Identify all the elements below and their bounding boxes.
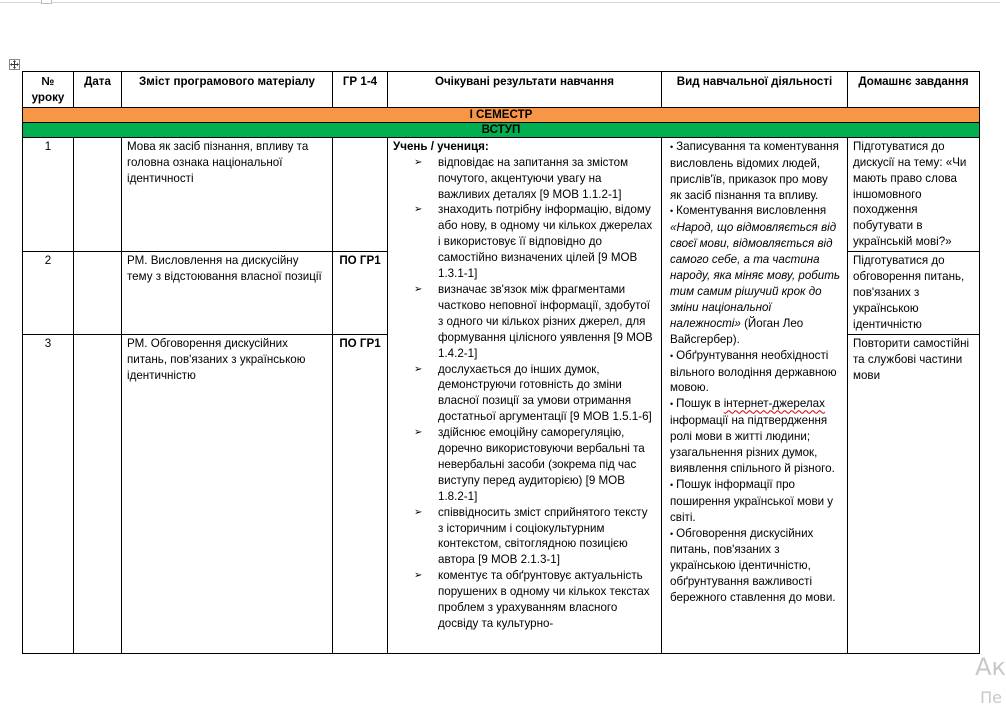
header-homework[interactable]: Домашнє завдання <box>848 72 980 108</box>
expected-results-cell[interactable] <box>388 137 662 653</box>
list-item: ➢ відповідає на запитання за змістом почутого, акцентуючи увагу на важливих деталях [9 МОВ 1.1.2-1] <box>414 155 629 201</box>
weisgerber-quote: «Народ, що відмовляється від своєї мови, відмовляється від самого себе, а та частина народу, яка міняє мову, робить тим самим рішучий крок до зміни національної належності» <box>670 221 841 330</box>
table-row <box>23 137 980 251</box>
arrow-bullet-icon: ➢ <box>414 570 423 582</box>
list-item: • Пошук інформації про поширення української мови у світі. <box>670 477 834 524</box>
section-row <box>23 122 980 137</box>
bullet-icon: • <box>670 350 674 361</box>
table-move-handle-icon[interactable] <box>9 59 20 70</box>
lesson-homework[interactable]: Підготуватися до дискусії на тему: «Чи мають право слова іншомовного походження побутувати в українській мові?» <box>848 137 980 251</box>
bullet-icon: • <box>670 479 674 490</box>
list-item: • Записування та коментування висловлень відомих людей, прислів'їв, приказок про мову як засіб пізнання та впливу. <box>670 139 839 202</box>
lesson-homework[interactable]: Повторити самостійні та службові частини мови <box>848 334 980 653</box>
list-item: ➢ співвідносить зміст сприйнятого тексту з історичним і соціокультурним контекстом, світоглядною позицією автора [9 МОВ 2.1.3-1] <box>414 505 648 567</box>
arrow-bullet-icon: ➢ <box>414 427 423 439</box>
list-item: • Обговорення дискусійних питань, пов'язаних з українською ідентичністю, обґрунтування важливості бережного ставлення до мови. <box>670 526 836 605</box>
bullet-icon: • <box>670 141 674 152</box>
lesson-homework[interactable]: Підготуватися до обговорення питань, пов'язаних з українською ідентичністю <box>848 252 980 335</box>
lesson-content[interactable]: Мова як засіб пізнання, впливу та головна ознака національної ідентичності <box>122 137 333 251</box>
list-item: • Коментування висловлення «Народ, що відмовляється від своєї мови, відмовляється від самого себе, а та частина народу, яка міняє мову, робить тим самим рішучий крок до зміни національної належності» (Йоган Лео Вайсгербер). <box>670 204 841 346</box>
bullet-icon: • <box>670 528 674 539</box>
lesson-number[interactable]: 1 <box>23 137 74 251</box>
list-item: ➢ дослухається до інших думок, демонструючи готовність до зміни власної позиції за умови отримання достатньої аргументації [9 МОВ 1.5.1-6] <box>414 362 652 424</box>
header-lesson-number[interactable]: № уроку <box>23 72 74 108</box>
lesson-group[interactable]: ПО ГР1 <box>333 334 388 653</box>
list-item: ➢ здійснює емоційну саморегуляцію, доречно використовуючи вербальні та невербальні засоби (зокрема під час виступу перед аудиторією) [9 МОВ 1.8.2-1] <box>414 426 645 503</box>
header-results[interactable]: Очікувані результати навчання <box>388 72 662 108</box>
bullet-icon: • <box>670 206 674 217</box>
lesson-date[interactable] <box>74 137 122 251</box>
lesson-number[interactable]: 3 <box>23 334 74 653</box>
arrow-bullet-icon: ➢ <box>414 363 423 375</box>
lesson-date[interactable] <box>74 252 122 335</box>
lesson-group[interactable] <box>333 137 388 251</box>
header-content[interactable]: Зміст програмового матеріалу <box>122 72 333 108</box>
section-title[interactable]: ВСТУП <box>23 122 980 137</box>
arrow-bullet-icon: ➢ <box>414 506 423 518</box>
results-heading: Учень / учениця: <box>393 139 489 153</box>
list-item: • Обґрунтування необхідності вільного володіння державною мовою. <box>670 348 837 395</box>
activation-watermark: Ак <box>975 653 1006 681</box>
header-activity[interactable]: Вид навчальної діяльності <box>662 72 848 108</box>
activity-list <box>667 139 842 606</box>
semester-title[interactable]: І СЕМЕСТР <box>23 107 980 122</box>
lesson-content[interactable]: РМ. Висловлення на дискусійну тему з відстоювання власної позиції <box>122 252 333 335</box>
header-row <box>23 72 980 108</box>
arrow-bullet-icon: ➢ <box>414 204 423 216</box>
activation-watermark-sub: Пе <box>980 688 1002 707</box>
list-item: ➢ знаходить потрібну інформацію, відому або нову, в одному чи кількох джерелах і використовує її відповідно до самостійно визначених цілей [9 МОВ 1.3.1-1] <box>414 203 653 281</box>
semester-row <box>23 107 980 122</box>
header-group[interactable]: ГР 1-4 <box>333 72 388 108</box>
bullet-icon: • <box>670 399 674 410</box>
spellcheck-marked-word[interactable]: інтернет-джерелах <box>723 397 825 411</box>
page-top-border <box>0 2 1000 3</box>
list-item: ➢ коментує та обґрунтовує актуальність порушених в одному чи кількох текстах проблем з урахуванням власного досвіду та культурно- <box>414 569 650 630</box>
ruler-marker <box>41 0 52 4</box>
results-list <box>393 155 656 632</box>
lesson-content[interactable]: РМ. Обговорення дискусійних питань, пов'язаних з українською ідентичністю <box>122 334 333 653</box>
header-date[interactable]: Дата <box>74 72 122 108</box>
list-item: • Пошук в інтернет-джерелах інформації на підтвердження ролі мови в житті людини; узагальнення різних думок, виявлення спільного й різного. <box>670 397 835 475</box>
lesson-group[interactable]: ПО ГР1 <box>333 252 388 335</box>
arrow-bullet-icon: ➢ <box>414 156 423 168</box>
arrow-bullet-icon: ➢ <box>414 283 423 295</box>
lesson-date[interactable] <box>74 334 122 653</box>
list-item: ➢ визначає зв'язок між фрагментами частково неповної інформації, здобутої з одного чи кількох різних джерел, для формування цілісного уявлення [9 МОВ 1.4.2-1] <box>414 282 653 360</box>
lesson-plan-table <box>22 71 980 654</box>
lesson-number[interactable]: 2 <box>23 252 74 335</box>
activity-cell[interactable] <box>662 137 848 653</box>
